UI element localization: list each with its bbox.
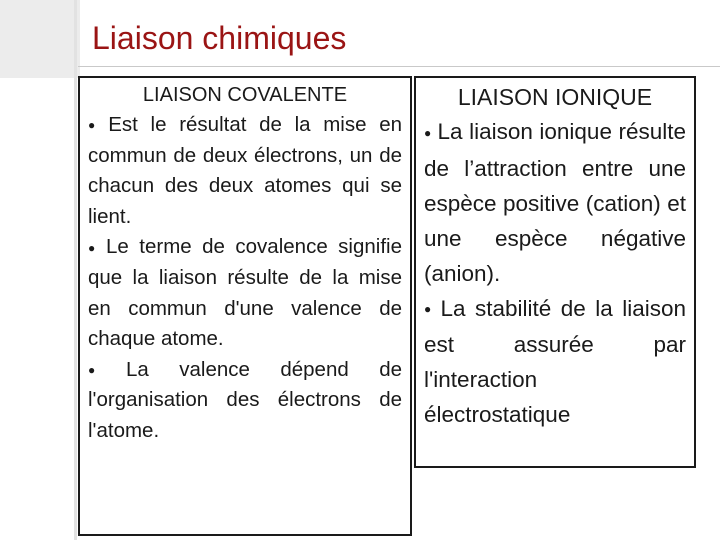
covalent-item <box>88 355 402 447</box>
decorative-corner <box>0 0 80 78</box>
covalent-item <box>88 232 402 354</box>
covalent-item <box>88 110 402 232</box>
covalent-item-text: Le terme de covalence signifie que la liaison résulte de la mise en commun d'une valence de chaque atome. <box>88 235 402 351</box>
ionic-item-text: La stabilité de la liaison est assurée par l'interaction électrostatique <box>424 295 686 428</box>
bullet-dot-icon: ● <box>88 362 120 377</box>
bullet-dot-icon: ● <box>424 302 435 317</box>
covalent-heading: LIAISON COVALENTE <box>142 84 348 106</box>
ionic-bond-box <box>414 76 696 468</box>
decorative-vertical-line <box>74 0 77 540</box>
ionic-item-text: La liaison ionique résulte de l’attraction entre une espèce positive (cation) et une espèce négative (anion). <box>424 119 687 286</box>
covalent-item-text: Est le résultat de la mise en commun de deux électrons, un de chacun des deux atomes qui se lient. <box>88 113 402 228</box>
covalent-item-text: La valence dépend de l'organisation des électrons de l'atome. <box>88 357 402 442</box>
ionic-item <box>424 291 686 433</box>
bullet-dot-icon: ● <box>88 118 103 133</box>
ionic-item <box>424 114 686 291</box>
bullet-dot-icon: ● <box>424 125 432 140</box>
title-divider <box>78 66 720 67</box>
covalent-bond-box <box>78 76 412 536</box>
slide-title: Liaison chimiques <box>92 20 347 56</box>
bullet-dot-icon: ● <box>88 240 101 255</box>
ionic-heading: LIAISON IONIQUE <box>457 84 653 110</box>
